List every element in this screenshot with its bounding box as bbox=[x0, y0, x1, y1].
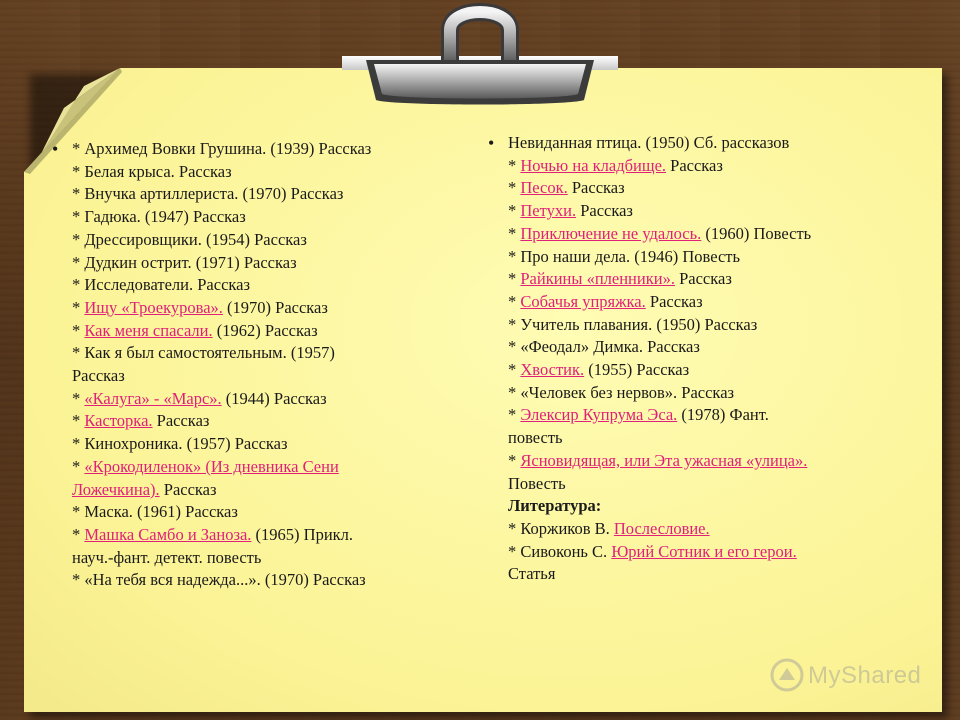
list-item: * Коржиков В. Послесловие. bbox=[508, 518, 710, 538]
list-item: * Приключение не удалось. (1960) Повесть bbox=[508, 223, 812, 243]
list-item-continuation: Рассказ bbox=[72, 366, 125, 386]
list-item-continuation: науч.-фант. детект. повесть bbox=[72, 547, 262, 567]
link-sobachya-upryazhka[interactable]: Собачья упряжка. bbox=[520, 291, 646, 311]
list-item: * Маска. (1961) Рассказ bbox=[72, 502, 238, 522]
list-item: Невиданная птица. (1950) Сб. рассказов bbox=[508, 133, 790, 152]
link-kak-menya-spasali[interactable]: Как меня спасали. bbox=[84, 320, 213, 340]
list-item: * Хвостик. (1955) Рассказ bbox=[508, 360, 690, 380]
literature-heading: Литература: bbox=[508, 496, 602, 516]
list-item-continuation: Статья bbox=[508, 564, 556, 584]
bullet-icon: • bbox=[488, 133, 495, 153]
list-item: * Ясновидящая, или Эта ужасная «улица». bbox=[508, 450, 808, 470]
link-raykiny-plenniki[interactable]: Райкины «пленники». bbox=[520, 269, 675, 289]
list-item: * Как меня спасали. (1962) Рассказ bbox=[72, 320, 318, 340]
myshared-logo bbox=[768, 656, 938, 696]
list-item: * Кинохроника. (1957) Рассказ bbox=[72, 434, 288, 454]
list-item: * Петухи. Рассказ bbox=[508, 201, 633, 221]
list-item: * Архимед Вовки Грушина. (1939) Рассказ bbox=[72, 139, 372, 158]
list-item: * Элексир Купрума Эса. (1978) Фант. bbox=[508, 405, 769, 425]
binder-clip-icon bbox=[340, 0, 620, 110]
logo-text: MyShared bbox=[808, 662, 922, 689]
list-item: * Собачья упряжка. Рассказ bbox=[508, 291, 703, 311]
list-item: * Машка Самбо и Заноза. (1965) Прикл. bbox=[72, 524, 354, 544]
link-khvostik[interactable]: Хвостик. bbox=[520, 360, 585, 380]
link-ishchu-troekurova[interactable]: Ищу «Троекурова». bbox=[84, 297, 223, 317]
list-item: * «На тебя вся надежда...». (1970) Рассказ bbox=[72, 570, 366, 590]
list-item: * Песок. Рассказ bbox=[508, 178, 625, 198]
list-item: * «Калуга» - «Марс». (1944) Рассказ bbox=[72, 388, 327, 408]
link-yuriy-sotnik[interactable]: Юрий Сотник и его герои. bbox=[611, 541, 797, 561]
list-item: * Сивоконь С. Юрий Сотник и его герои. bbox=[508, 541, 797, 561]
list-item: * Как я был самостоятельным. (1957) bbox=[72, 343, 335, 363]
link-krokodilenok[interactable]: «Крокодиленок» (Из дневника Сени bbox=[84, 456, 339, 476]
link-kaluga-mars[interactable]: «Калуга» - «Марс». bbox=[84, 388, 222, 408]
list-item-continuation: повесть bbox=[508, 428, 563, 448]
list-item: * «Феодал» Димка. Рассказ bbox=[508, 337, 700, 357]
link-nochyu-na-kladbishche[interactable]: Ночью на кладбище. bbox=[520, 155, 667, 175]
list-item: * Райкины «пленники». Рассказ bbox=[508, 269, 732, 289]
link-eleksir-kupruma[interactable]: Элексир Купрума Эса. bbox=[520, 405, 678, 425]
list-item-continuation: Ложечкина). Рассказ bbox=[72, 479, 217, 499]
link-kastorka[interactable]: Касторка. bbox=[84, 411, 153, 431]
list-item: * Ночью на кладбище. Рассказ bbox=[508, 155, 723, 175]
link-yasnovidyashchaya[interactable]: Ясновидящая, или Эта ужасная «улица». bbox=[520, 450, 808, 470]
left-column bbox=[52, 138, 432, 592]
list-item: * Исследователи. Рассказ bbox=[72, 275, 250, 295]
list-item: * Учитель плавания. (1950) Рассказ bbox=[508, 314, 758, 334]
list-item: * Дудкин острит. (1971) Рассказ bbox=[72, 252, 297, 272]
list-item: * Про наши дела. (1946) Повесть bbox=[508, 246, 741, 266]
link-pesok[interactable]: Песок. bbox=[520, 178, 568, 198]
right-column bbox=[488, 132, 888, 586]
list-item: * «Человек без нервов». Рассказ bbox=[508, 382, 735, 402]
list-item: * Белая крыса. Рассказ bbox=[72, 161, 232, 181]
list-item: * Внучка артиллериста. (1970) Рассказ bbox=[72, 184, 344, 204]
bullet-icon: • bbox=[52, 139, 59, 159]
link-petukhi[interactable]: Петухи. bbox=[520, 201, 577, 221]
list-item-continuation: Повесть bbox=[508, 473, 566, 493]
link-mashka-sambo[interactable]: Машка Самбо и Заноза. bbox=[84, 524, 252, 544]
list-item: * Ищу «Троекурова». (1970) Рассказ bbox=[72, 297, 328, 317]
list-item: * Гадюка. (1947) Рассказ bbox=[72, 207, 246, 227]
list-item: * «Крокодиленок» (Из дневника Сени bbox=[72, 456, 339, 476]
link-krokodilenok-cont[interactable]: Ложечкина). bbox=[72, 479, 160, 499]
link-posleslovie[interactable]: Послесловие. bbox=[613, 518, 710, 538]
list-item: * Касторка. Рассказ bbox=[72, 411, 210, 431]
list-item: * Дрессировщики. (1954) Рассказ bbox=[72, 229, 307, 249]
myshared-logo-icon bbox=[770, 658, 804, 692]
link-priklyuchenie[interactable]: Приключение не удалось. bbox=[520, 223, 702, 243]
